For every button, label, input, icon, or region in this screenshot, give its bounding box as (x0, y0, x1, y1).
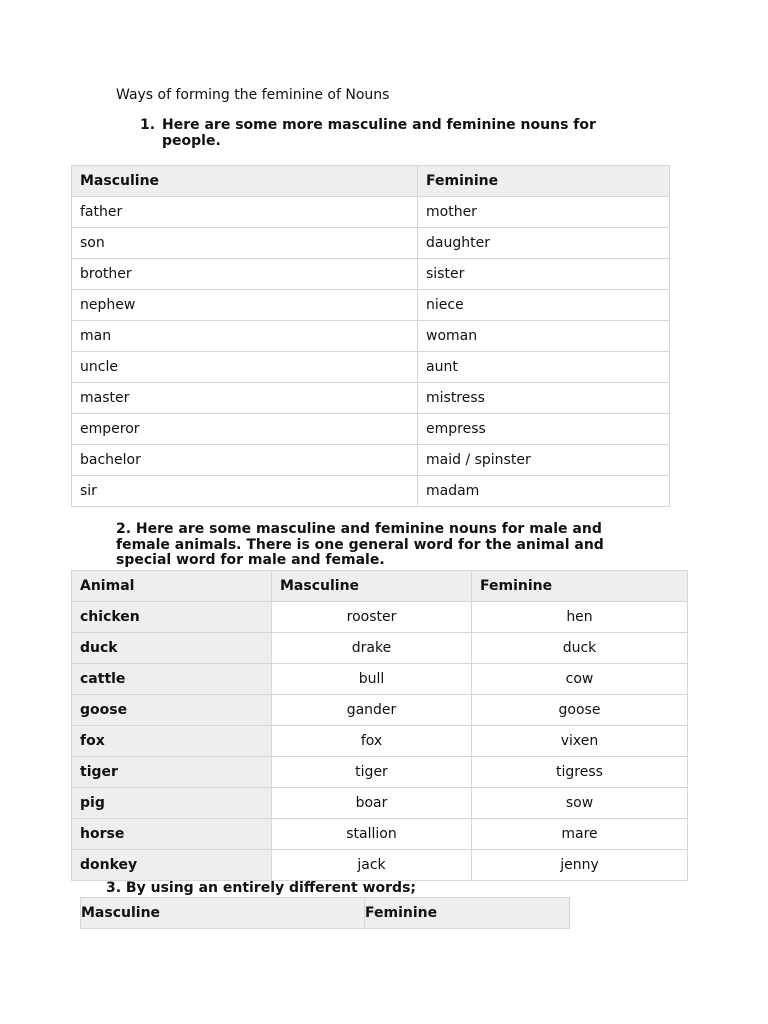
table-cell: uncle (72, 352, 418, 383)
animal-nouns-table (71, 570, 688, 881)
table-row (72, 476, 670, 507)
header-animal: Animal (72, 571, 272, 602)
table-header-row (72, 166, 670, 197)
table-cell: vixen (472, 726, 688, 757)
table-cell: niece (418, 290, 670, 321)
table-cell: goose (72, 695, 272, 726)
table-cell: jack (272, 850, 472, 881)
table-cell: mother (418, 197, 670, 228)
table-cell: horse (72, 819, 272, 850)
table-cell: sister (418, 259, 670, 290)
table-row (72, 757, 688, 788)
people-nouns-table (71, 165, 670, 507)
table-cell: bull (272, 664, 472, 695)
table-cell: cow (472, 664, 688, 695)
table-cell: fox (72, 726, 272, 757)
table-cell: brother (72, 259, 418, 290)
table-header-row (72, 571, 688, 602)
table-cell: daughter (418, 228, 670, 259)
table-cell: stallion (272, 819, 472, 850)
table-cell: jenny (472, 850, 688, 881)
table-cell: emperor (72, 414, 418, 445)
table-row (72, 414, 670, 445)
table-cell: boar (272, 788, 472, 819)
header-masculine: Masculine (272, 571, 472, 602)
table-row (72, 352, 670, 383)
table-cell: sir (72, 476, 418, 507)
table-cell: sow (472, 788, 688, 819)
table-row (72, 695, 688, 726)
table-cell: gander (272, 695, 472, 726)
table-row (72, 259, 670, 290)
table-row (72, 788, 688, 819)
different-words-table (80, 897, 570, 929)
table-cell: madam (418, 476, 670, 507)
table-cell: son (72, 228, 418, 259)
section-1-heading (140, 117, 620, 149)
table-cell: woman (418, 321, 670, 352)
header-masculine: Masculine (72, 166, 418, 197)
table-row (72, 445, 670, 476)
table-cell: duck (472, 633, 688, 664)
table-row (72, 290, 670, 321)
table-cell: donkey (72, 850, 272, 881)
table-cell: rooster (272, 602, 472, 633)
table-row (72, 664, 688, 695)
page-title: Ways of forming the feminine of Nouns (116, 87, 390, 103)
table-cell: man (72, 321, 418, 352)
table-cell: goose (472, 695, 688, 726)
section-1-number: 1. (140, 117, 156, 133)
section-3-heading: 3. By using an entirely different words; (106, 880, 417, 896)
table-cell: pig (72, 788, 272, 819)
table-row (72, 602, 688, 633)
table-row (72, 850, 688, 881)
table-cell: duck (72, 633, 272, 664)
table-row (72, 228, 670, 259)
table-cell: chicken (72, 602, 272, 633)
table-cell: master (72, 383, 418, 414)
header-feminine: Feminine (472, 571, 688, 602)
table-cell: fox (272, 726, 472, 757)
section-2-heading: 2. Here are some masculine and feminine nouns for male and female animals. There is one general word for the animal and special word for male and female. (116, 521, 604, 568)
section-1-text: Here are some more masculine and feminine nouns for people. (162, 117, 596, 149)
table-row (72, 726, 688, 757)
table-cell: maid / spinster (418, 445, 670, 476)
table-cell: nephew (72, 290, 418, 321)
table-cell: father (72, 197, 418, 228)
table-row (72, 197, 670, 228)
header-feminine: Feminine (365, 898, 570, 929)
table-cell: tiger (272, 757, 472, 788)
table-row (72, 819, 688, 850)
table-cell: mare (472, 819, 688, 850)
header-feminine: Feminine (418, 166, 670, 197)
table-row (72, 633, 688, 664)
table-cell: drake (272, 633, 472, 664)
table-cell: empress (418, 414, 670, 445)
table-cell: bachelor (72, 445, 418, 476)
table-cell: aunt (418, 352, 670, 383)
table-cell: hen (472, 602, 688, 633)
table-cell: cattle (72, 664, 272, 695)
table-cell: tiger (72, 757, 272, 788)
table-header-row (81, 898, 570, 929)
header-masculine: Masculine (81, 898, 365, 929)
table-row (72, 321, 670, 352)
table-row (72, 383, 670, 414)
table-cell: tigress (472, 757, 688, 788)
table-cell: mistress (418, 383, 670, 414)
